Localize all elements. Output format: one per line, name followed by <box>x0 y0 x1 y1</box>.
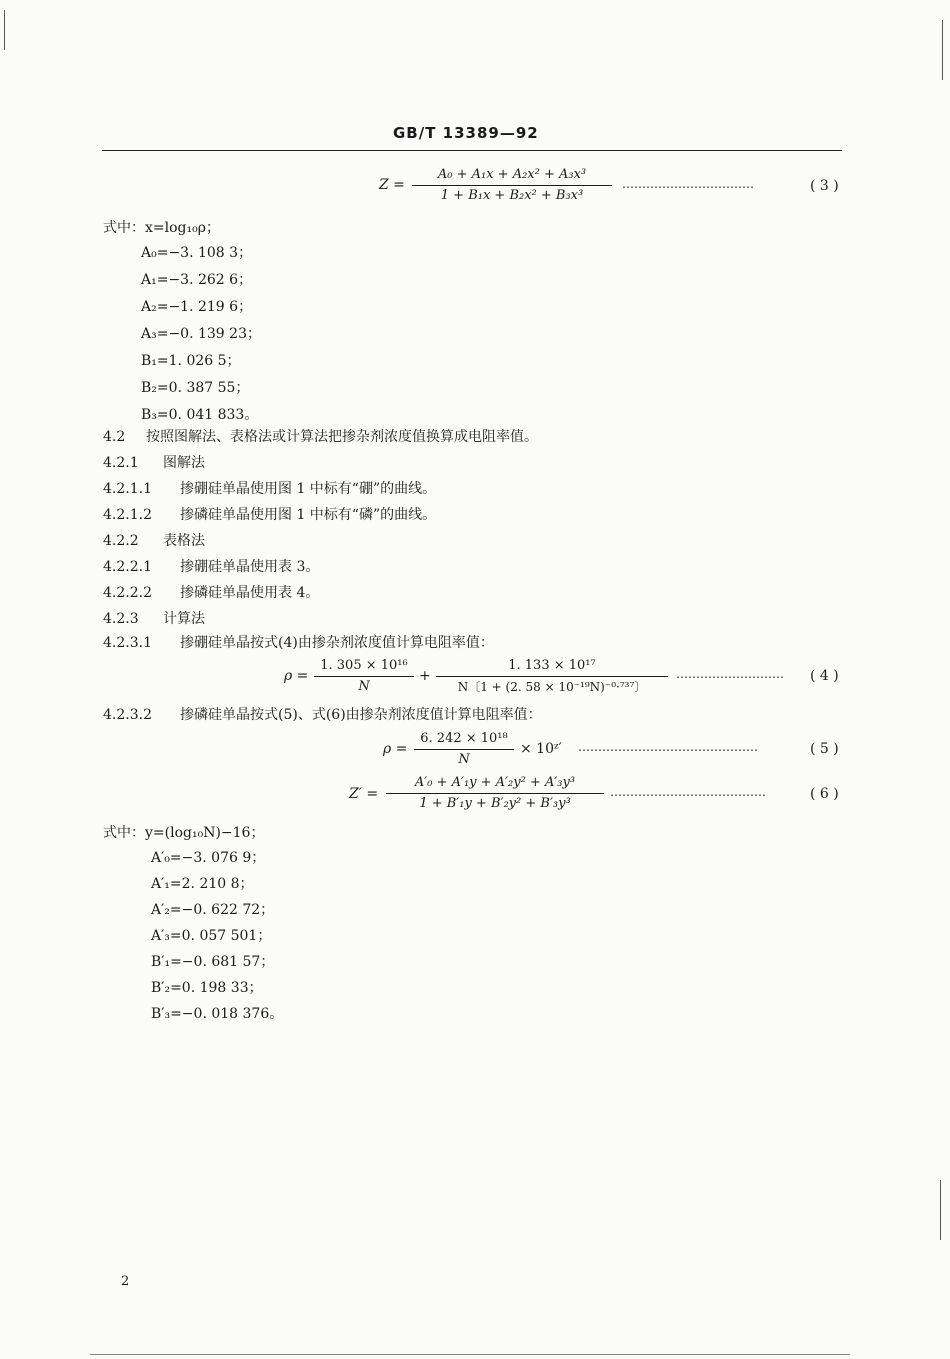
eq6-fraction <box>386 774 604 813</box>
coeff-a1: A₁=−3. 262 6； <box>141 272 253 288</box>
eq6-numerator: A′₀ + A′₁y + A′₂y² + A′₃y³ <box>414 775 576 790</box>
section-4-2-3-1-text: 掺硼硅单晶按式(4)由掺杂剂浓度值计算电阻率值： <box>180 635 494 651</box>
coeff-a-prime-0: A′₀=−3. 076 9； <box>151 850 266 866</box>
section-4-2-2-1-text: 掺硼硅单晶使用表 3。 <box>180 559 320 575</box>
section-4-2-2-num: 4.2.2 <box>103 533 139 549</box>
coeffs1-intro: 式中：x=log₁₀ρ； <box>103 220 220 236</box>
eq6-fraction-bar <box>386 793 604 794</box>
eq5-leader: ……………………………………… <box>578 740 758 754</box>
section-4-2-3-2-num: 4.2.3.2 <box>103 707 152 723</box>
coeff-a2: A₂=−1. 219 6； <box>141 299 253 315</box>
coeff-b-prime-3: B′₃=−0. 018 376。 <box>151 1006 284 1022</box>
section-4-2-1-2-num: 4.2.1.2 <box>103 507 152 523</box>
header-rule <box>102 150 842 151</box>
section-4-2-1-1-text: 掺硼硅单晶使用图 1 中标有“硼”的曲线。 <box>180 481 437 497</box>
eq4-frac1-numerator: 1. 305 × 10¹⁶ <box>320 658 408 673</box>
eq6-leader: ………………………………… <box>610 785 766 799</box>
coeff-b3: B₃=0. 041 833。 <box>141 407 259 423</box>
eq3-number: ( 3 ) <box>810 178 839 194</box>
eq4-frac2-bar <box>436 676 668 677</box>
eq4-frac1-denominator: N <box>358 679 370 694</box>
section-4-2-1-num: 4.2.1 <box>103 455 139 471</box>
eq4-leader: ……………………… <box>676 667 784 681</box>
eq3-fraction <box>412 166 612 205</box>
eq3-lhs: Z = <box>379 177 405 193</box>
eq6-number: ( 6 ) <box>810 786 839 802</box>
eq3-denominator: 1 + B₁x + B₂x² + B₃x³ <box>440 188 584 203</box>
eq5-fraction <box>414 730 514 769</box>
eq5-tail: × 10ᶻ′ <box>520 741 562 757</box>
coeff-a0: A₀=−3. 108 3； <box>141 245 253 261</box>
eq4-plus: + <box>419 668 431 684</box>
eq6-lhs: Z′ = <box>349 786 379 802</box>
eq5-lhs: ρ = <box>383 741 408 757</box>
eq5-denominator: N <box>458 752 470 767</box>
eq5-numerator: 6. 242 × 10¹⁸ <box>420 731 508 746</box>
coeff-b2: B₂=0. 387 55； <box>141 380 250 396</box>
section-4-2-2-2-num: 4.2.2.2 <box>103 585 152 601</box>
coeff-b-prime-1: B′₁=−0. 681 57； <box>151 954 275 970</box>
section-4-2-2-1-num: 4.2.2.1 <box>103 559 152 575</box>
coeff-a-prime-3: A′₃=0. 057 501； <box>151 928 272 944</box>
eq5-fraction-bar <box>414 749 514 750</box>
section-4-2-3-1-num: 4.2.3.1 <box>103 635 152 651</box>
section-4-2-text: 按照图解法、表格法或计算法把掺杂剂浓度值换算成电阻率值。 <box>146 429 538 445</box>
section-4-2-1-text: 图解法 <box>163 455 205 471</box>
coeff-b1: B₁=1. 026 5； <box>141 353 241 369</box>
scan-edge-mark-right <box>942 20 943 80</box>
page-number: 2 <box>121 1274 130 1289</box>
coeff-a-prime-2: A′₂=−0. 622 72； <box>151 902 275 918</box>
section-4-2-3-text: 计算法 <box>163 611 205 627</box>
standard-code: GB/T 13389—92 <box>393 124 539 142</box>
section-4-2-3-num: 4.2.3 <box>103 611 139 627</box>
coeff-b-prime-2: B′₂=0. 198 33； <box>151 980 263 996</box>
eq3-numerator: A₀ + A₁x + A₂x² + A₃x³ <box>437 167 587 182</box>
section-4-2-num: 4.2 <box>103 429 126 445</box>
scan-edge-mark-left <box>4 10 5 50</box>
coeffs2-intro: 式中：y=(log₁₀N)−16； <box>103 825 265 841</box>
eq4-frac1-bar <box>314 676 414 677</box>
eq4-number: ( 4 ) <box>810 668 839 684</box>
eq4-lhs: ρ = <box>284 668 309 684</box>
eq4-frac2-denominator: N〔1 + (2. 58 × 10⁻¹⁹N)⁻⁰·⁷³⁷〕 <box>457 680 647 694</box>
eq4-fraction-2 <box>436 657 668 696</box>
eq5-number: ( 5 ) <box>810 741 839 757</box>
eq6-denominator: 1 + B′₁y + B′₂y² + B′₃y³ <box>419 796 571 811</box>
section-4-2-2-2-text: 掺磷硅单晶使用表 4。 <box>180 585 320 601</box>
coeff-a-prime-1: A′₁=2. 210 8； <box>151 876 254 892</box>
scan-edge-mark-right-lower <box>940 1180 941 1240</box>
section-4-2-1-2-text: 掺磷硅单晶使用图 1 中标有“磷”的曲线。 <box>180 507 437 523</box>
eq4-fraction-1 <box>314 657 414 696</box>
eq3-leader: …………………………… <box>622 177 754 191</box>
section-4-2-3-2-text: 掺磷硅单晶按式(5)、式(6)由掺杂剂浓度值计算电阻率值： <box>180 707 542 723</box>
coeff-a3: A₃=−0. 139 23； <box>141 326 261 342</box>
scan-edge-mark-bottom <box>90 1354 850 1355</box>
section-4-2-2-text: 表格法 <box>163 533 205 549</box>
eq4-frac2-numerator: 1. 133 × 10¹⁷ <box>508 658 596 673</box>
section-4-2-1-1-num: 4.2.1.1 <box>103 481 152 497</box>
eq3-fraction-bar <box>412 185 612 186</box>
